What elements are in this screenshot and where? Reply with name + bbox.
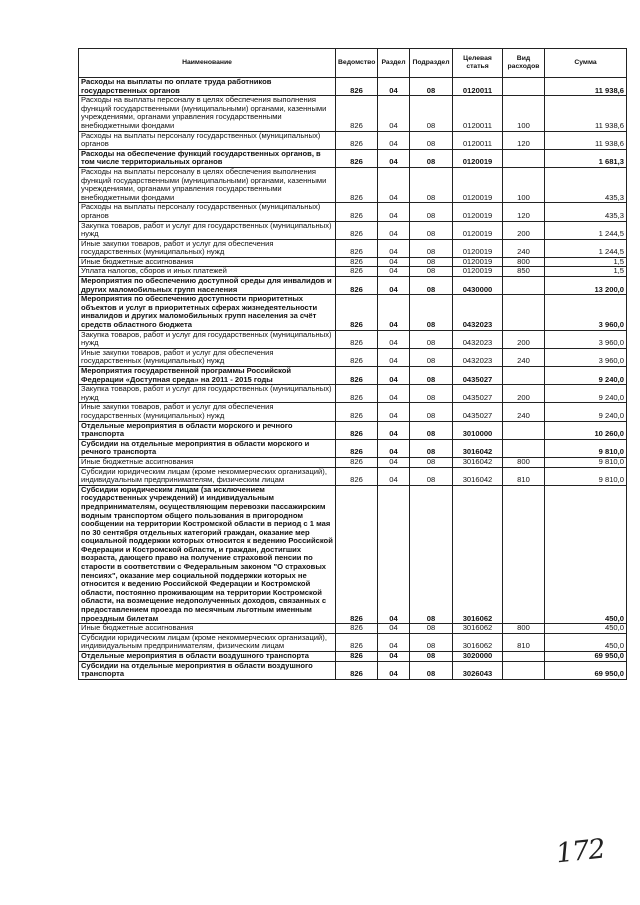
row-sum: 435,3 <box>545 203 627 221</box>
row-name: Уплата налогов, сборов и иных платежей <box>79 267 336 277</box>
row-subsection: 08 <box>410 403 453 421</box>
row-expense-type: 100 <box>503 167 545 202</box>
row-target: 3010000 <box>453 421 503 439</box>
row-department: 826 <box>336 421 378 439</box>
row-name: Иные закупки товаров, работ и услуг для обеспечения государственных (муниципальных) нужд <box>79 348 336 366</box>
row-name: Субсидии юридическим лицам (кроме некоммерческих организаций), индивидуальным предпринимателям, физическим лицам <box>79 467 336 485</box>
row-sum: 450,0 <box>545 624 627 634</box>
row-target: 0120019 <box>453 257 503 267</box>
table-row <box>79 457 627 467</box>
row-sum: 9 240,0 <box>545 403 627 421</box>
row-section: 04 <box>378 221 410 239</box>
row-subsection: 08 <box>410 661 453 679</box>
row-expense-type: 100 <box>503 96 545 131</box>
row-sum: 450,0 <box>545 633 627 651</box>
table-row <box>79 330 627 348</box>
budget-table <box>78 48 627 680</box>
row-sum: 1 681,3 <box>545 149 627 167</box>
row-section: 04 <box>378 295 410 330</box>
row-department: 826 <box>336 221 378 239</box>
row-department: 826 <box>336 624 378 634</box>
row-section: 04 <box>378 277 410 295</box>
row-department: 826 <box>336 403 378 421</box>
row-subsection: 08 <box>410 421 453 439</box>
row-name: Закупка товаров, работ и услуг для государственных (муниципальных) нужд <box>79 330 336 348</box>
row-sum: 3 960,0 <box>545 330 627 348</box>
row-section: 04 <box>378 385 410 403</box>
header-department: Ведомство <box>336 49 378 78</box>
row-name: Иные закупки товаров, работ и услуг для обеспечения государственных (муниципальных) нужд <box>79 239 336 257</box>
row-department: 826 <box>336 330 378 348</box>
row-target: 3016062 <box>453 633 503 651</box>
row-section: 04 <box>378 421 410 439</box>
row-target: 3026043 <box>453 661 503 679</box>
table-row <box>79 485 627 624</box>
row-subsection: 08 <box>410 385 453 403</box>
row-sum: 1 244,5 <box>545 221 627 239</box>
table-row <box>79 421 627 439</box>
row-department: 826 <box>336 257 378 267</box>
row-name: Иные бюджетные ассигнования <box>79 624 336 634</box>
row-sum: 11 938,6 <box>545 96 627 131</box>
row-section: 04 <box>378 457 410 467</box>
header-name: Наименование <box>79 49 336 78</box>
row-section: 04 <box>378 633 410 651</box>
row-section: 04 <box>378 267 410 277</box>
row-subsection: 08 <box>410 439 453 457</box>
row-expense-type: 200 <box>503 221 545 239</box>
row-target: 3016062 <box>453 624 503 634</box>
table-row <box>79 96 627 131</box>
table-row <box>79 367 627 385</box>
header-row <box>79 49 627 78</box>
row-subsection: 08 <box>410 131 453 149</box>
header-subsection: Подраздел <box>410 49 453 78</box>
row-expense-type <box>503 485 545 624</box>
row-subsection: 08 <box>410 633 453 651</box>
row-section: 04 <box>378 439 410 457</box>
table-row <box>79 348 627 366</box>
row-name: Расходы на выплаты персоналу в целях обеспечения выполнения функций государственными (муниципальными) органами, казенными учреждениями, органами управления государственными внебюджетными фондами <box>79 167 336 202</box>
row-subsection: 08 <box>410 348 453 366</box>
row-subsection: 08 <box>410 652 453 662</box>
row-target: 3016042 <box>453 439 503 457</box>
row-target: 3016042 <box>453 457 503 467</box>
row-subsection: 08 <box>410 624 453 634</box>
row-department: 826 <box>336 652 378 662</box>
row-expense-type <box>503 661 545 679</box>
row-target: 0435027 <box>453 385 503 403</box>
row-name: Субсидии юридическим лицам (кроме некоммерческих организаций), индивидуальным предпринимателям, физическим лицам <box>79 633 336 651</box>
row-department: 826 <box>336 167 378 202</box>
row-section: 04 <box>378 624 410 634</box>
row-sum: 435,3 <box>545 167 627 202</box>
row-sum: 9 810,0 <box>545 467 627 485</box>
row-target: 0120019 <box>453 167 503 202</box>
row-department: 826 <box>336 131 378 149</box>
row-sum: 9 240,0 <box>545 385 627 403</box>
row-section: 04 <box>378 348 410 366</box>
row-target: 0432023 <box>453 330 503 348</box>
row-sum: 3 960,0 <box>545 348 627 366</box>
row-name: Расходы на выплаты персоналу государственных (муниципальных) органов <box>79 203 336 221</box>
row-target: 0120019 <box>453 203 503 221</box>
row-sum: 69 950,0 <box>545 661 627 679</box>
row-section: 04 <box>378 78 410 96</box>
row-name: Закупка товаров, работ и услуг для государственных (муниципальных) нужд <box>79 385 336 403</box>
table-row <box>79 167 627 202</box>
row-target: 0430000 <box>453 277 503 295</box>
row-section: 04 <box>378 203 410 221</box>
row-name: Мероприятия по обеспечению доступности приоритетных объектов и услуг в приоритетных сферах жизнедеятельности инвалидов и других маломобильных групп населения за счёт средств областного бюджета <box>79 295 336 330</box>
row-section: 04 <box>378 330 410 348</box>
row-section: 04 <box>378 149 410 167</box>
row-sum: 1,5 <box>545 267 627 277</box>
table-row <box>79 439 627 457</box>
row-name: Субсидии на отдельные мероприятия в области морского и речного транспорта <box>79 439 336 457</box>
table-row <box>79 131 627 149</box>
row-sum: 1,5 <box>545 257 627 267</box>
row-subsection: 08 <box>410 485 453 624</box>
row-name: Иные бюджетные ассигнования <box>79 257 336 267</box>
table-row <box>79 239 627 257</box>
row-subsection: 08 <box>410 330 453 348</box>
row-department: 826 <box>336 385 378 403</box>
row-department: 826 <box>336 96 378 131</box>
row-expense-type <box>503 367 545 385</box>
row-section: 04 <box>378 661 410 679</box>
row-expense-type: 200 <box>503 385 545 403</box>
row-expense-type: 240 <box>503 239 545 257</box>
row-target: 0432023 <box>453 295 503 330</box>
row-expense-type <box>503 149 545 167</box>
table-row <box>79 203 627 221</box>
row-expense-type: 240 <box>503 348 545 366</box>
row-subsection: 08 <box>410 277 453 295</box>
row-section: 04 <box>378 239 410 257</box>
row-target: 3016042 <box>453 467 503 485</box>
row-expense-type <box>503 652 545 662</box>
row-name: Иные бюджетные ассигнования <box>79 457 336 467</box>
row-expense-type: 200 <box>503 330 545 348</box>
row-subsection: 08 <box>410 367 453 385</box>
row-subsection: 08 <box>410 267 453 277</box>
row-sum: 9 810,0 <box>545 439 627 457</box>
row-name: Мероприятия государственной программы Российской Федерации «Доступная среда» на 2011 - 2015 годы <box>79 367 336 385</box>
row-section: 04 <box>378 131 410 149</box>
row-sum: 11 938,6 <box>545 131 627 149</box>
row-department: 826 <box>336 277 378 295</box>
row-sum: 11 938,6 <box>545 78 627 96</box>
row-name: Закупка товаров, работ и услуг для государственных (муниципальных) нужд <box>79 221 336 239</box>
row-target: 0120011 <box>453 96 503 131</box>
row-department: 826 <box>336 661 378 679</box>
row-sum: 69 950,0 <box>545 652 627 662</box>
row-target: 0120019 <box>453 221 503 239</box>
row-department: 826 <box>336 295 378 330</box>
table-row <box>79 385 627 403</box>
row-target: 0432023 <box>453 348 503 366</box>
row-name: Отдельные мероприятия в области воздушного транспорта <box>79 652 336 662</box>
row-section: 04 <box>378 403 410 421</box>
table-row <box>79 78 627 96</box>
row-target: 0120011 <box>453 131 503 149</box>
row-department: 826 <box>336 203 378 221</box>
row-target: 0120019 <box>453 239 503 257</box>
header-section: Раздел <box>378 49 410 78</box>
row-sum: 3 960,0 <box>545 295 627 330</box>
table-row <box>79 624 627 634</box>
row-section: 04 <box>378 367 410 385</box>
row-subsection: 08 <box>410 149 453 167</box>
row-sum: 450,0 <box>545 485 627 624</box>
row-sum: 9 810,0 <box>545 457 627 467</box>
row-section: 04 <box>378 485 410 624</box>
row-expense-type: 850 <box>503 267 545 277</box>
row-name: Мероприятия по обеспечению доступной среды для инвалидов и других маломобильных групп населения <box>79 277 336 295</box>
row-section: 04 <box>378 467 410 485</box>
row-expense-type: 240 <box>503 403 545 421</box>
header-expense-type: Вид расходов <box>503 49 545 78</box>
row-department: 826 <box>336 267 378 277</box>
row-subsection: 08 <box>410 257 453 267</box>
table-row <box>79 661 627 679</box>
row-department: 826 <box>336 78 378 96</box>
row-sum: 13 200,0 <box>545 277 627 295</box>
table-row <box>79 652 627 662</box>
row-department: 826 <box>336 239 378 257</box>
row-department: 826 <box>336 439 378 457</box>
header-sum: Сумма <box>545 49 627 78</box>
row-expense-type <box>503 439 545 457</box>
row-expense-type: 800 <box>503 257 545 267</box>
row-name: Расходы на выплаты по оплате труда работников государственных органов <box>79 78 336 96</box>
row-subsection: 08 <box>410 96 453 131</box>
row-name: Субсидии на отдельные мероприятия в области воздушного транспорта <box>79 661 336 679</box>
row-expense-type <box>503 277 545 295</box>
row-sum: 9 240,0 <box>545 367 627 385</box>
row-target: 3020000 <box>453 652 503 662</box>
row-target: 0120011 <box>453 78 503 96</box>
row-department: 826 <box>336 367 378 385</box>
row-name: Отдельные мероприятия в области морского и речного транспорта <box>79 421 336 439</box>
row-sum: 1 244,5 <box>545 239 627 257</box>
row-department: 826 <box>336 485 378 624</box>
row-name: Расходы на выплаты персоналу в целях обеспечения выполнения функций государственными (муниципальными) органами, казенными учреждениями, органами управления государственными внебюджетными фондами <box>79 96 336 131</box>
row-target: 3016062 <box>453 485 503 624</box>
row-section: 04 <box>378 257 410 267</box>
row-subsection: 08 <box>410 457 453 467</box>
row-subsection: 08 <box>410 78 453 96</box>
table-row <box>79 221 627 239</box>
header-target: Целевая статья <box>453 49 503 78</box>
row-department: 826 <box>336 467 378 485</box>
row-name: Расходы на обеспечение функций государственных органов, в том числе территориальных органов <box>79 149 336 167</box>
row-department: 826 <box>336 348 378 366</box>
row-subsection: 08 <box>410 239 453 257</box>
row-target: 0120019 <box>453 267 503 277</box>
row-expense-type: 810 <box>503 633 545 651</box>
row-department: 826 <box>336 457 378 467</box>
row-sum: 10 260,0 <box>545 421 627 439</box>
row-subsection: 08 <box>410 295 453 330</box>
row-expense-type <box>503 421 545 439</box>
table-row <box>79 277 627 295</box>
table-row <box>79 633 627 651</box>
row-expense-type <box>503 78 545 96</box>
row-target: 0435027 <box>453 367 503 385</box>
row-expense-type: 810 <box>503 467 545 485</box>
row-subsection: 08 <box>410 203 453 221</box>
table-row <box>79 149 627 167</box>
row-expense-type: 800 <box>503 624 545 634</box>
table-row <box>79 403 627 421</box>
row-department: 826 <box>336 633 378 651</box>
row-subsection: 08 <box>410 167 453 202</box>
row-subsection: 08 <box>410 467 453 485</box>
row-target: 0435027 <box>453 403 503 421</box>
row-expense-type: 800 <box>503 457 545 467</box>
row-section: 04 <box>378 96 410 131</box>
row-expense-type <box>503 295 545 330</box>
page-number: 172 <box>554 833 607 870</box>
row-department: 826 <box>336 149 378 167</box>
row-expense-type: 120 <box>503 131 545 149</box>
row-name: Субсидии юридическим лицам (за исключением государственных учреждений) и индивидуальным предпринимателям, осуществляющим перевозки пассажирским водным транспортом общего пользования в пригородном сообщении на территории Костромской области в период с 1 мая по 30 сентября отдельных категорий граждан, оказание мер социальной поддержки которых относится к ведению Российской Федерации и Костромской области, и граждан, достигших возраста, дающего право на получение страховой пенсии по старости в соответствии с Федеральным законом "О страховых пенсиях", оказание мер социальной поддержки которых не относится к ведению Российской Федерации и Костромской области, постоянно проживающим на территории Костромской области, на возмещение недополученных доходов, связанных с предоставлением проезда по месячным льготным именным проездным билетам <box>79 485 336 624</box>
row-name: Иные закупки товаров, работ и услуг для обеспечения государственных (муниципальных) нужд <box>79 403 336 421</box>
table-row <box>79 295 627 330</box>
table-row <box>79 467 627 485</box>
row-section: 04 <box>378 167 410 202</box>
row-subsection: 08 <box>410 221 453 239</box>
row-expense-type: 120 <box>503 203 545 221</box>
row-name: Расходы на выплаты персоналу государственных (муниципальных) органов <box>79 131 336 149</box>
row-target: 0120019 <box>453 149 503 167</box>
row-section: 04 <box>378 652 410 662</box>
